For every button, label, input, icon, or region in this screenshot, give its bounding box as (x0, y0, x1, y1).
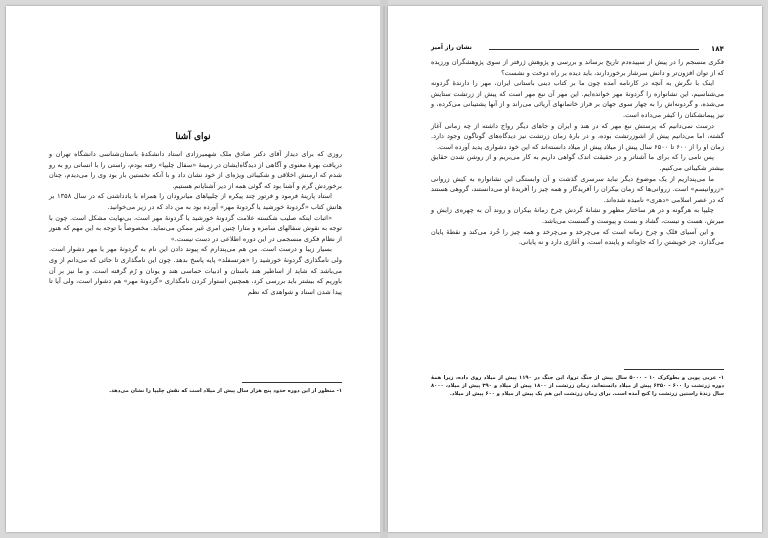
paragraph: بسیار زیبا و درست است. من هم می‌پندارم که پیوند دادن این نام به گردونهٔ مهر یا مهر دشوار است. ولی نامگذاری گردونهٔ خورشید را «هرتسفلد» پایه پاسخ بدهد. چون این نامگذاری تا جائی که می‌دانم از وی می‌باشد که شاید از اساطیر هند باستان و ادبیات حماسی هند و یونان و رُم گرفته است. و ما نیز بر آن باوریم که بیشتر باید بررسی کرد، همچنین استوار کردن نامگذاری «گردونهٔ مهر» هم دشوار است، ولی آیا تا پیدا شدن اسناد و شواهدی که نظم (49, 245, 342, 296)
paragraph: درست نمی‌دانیم که پرستش نبع مهر که در هند و ایران و جاهای دیگر رواج داشته از چه زمانی آغاز گشته، اما می‌دانیم پیش از اشوزرتشت بوده، و در بارهٔ زمان زرتشت نیز دیدگاه‌های گوناگون وجود دارد. زمان او را از ۶۰۰ تا ۶۵۰۰ سال پیش از میلاد پیش از میلاد دانسته‌اند که این خود دشواری پدید آورده است. (431, 121, 724, 151)
left-page (6, 6, 380, 532)
right-page (388, 6, 762, 532)
running-title: نشان راز آمیز (431, 44, 472, 51)
paragraph: استاد پارینهٔ فرمود و فرتور چند پیکره از چلیپاهای میانرودان را همراه با یادداشتی که در سال ۱۳۵۸ بر هاتش کتاب «گردونهٔ خورشید یا گردونهٔ مهر» آورده بود به من داد که در زیر می‌خوانید. (49, 192, 342, 211)
paragraph: روزی که برای دیدار آقای دکتر صادق ملک شهمیرزادی استاد دانشکدهٔ باستان‌شناسی دانشگاه تهران و دریافت بهرهٔ معنوی و آگاهی از دیدگاه‌ایشان در زمینهٔ «سفال چلیپا» رفته بودم، راستی را با انسانی رو به رو شدم که ارمنش اخلاقی و شکیبائی ویژه‌ای از خود نشان داد و با آنکه نخستین بار بود وی را می‌دیدم، چنان برخوردش گرم و آشنا بود که گوئی همه از دیر آشنایانم هستیم. (49, 150, 342, 190)
paragraph: فکری منسجم را در پیش از سپیده‌دم تاریخ برساند و بررسی و پژوهش ژرفتر از سوی پژوهشگران ورزیده که از توان افزون‌تر و دانش سرشار برخوردارند، باید دیده بر راه دوخت و نشست؟ (431, 58, 724, 77)
page-number: ۱۸۴ (710, 44, 724, 53)
footnote: ۱- منظور از این دوره حدود پنج هزار سال پیش از میلاد است که نقش چلیپا را نشان می‌دهد. (109, 388, 342, 394)
quote-paragraph: «اثبات اینکه صلیب شکسته علامت گردونهٔ خورشید یا گردونهٔ مهر است، بی‌نهایت مشکل است. چون با توجه به نقوش سفالهای سامره و متارا چنین امری غیر ممکن می‌نماید. مخصوصاً با توجه به این مهم که هنوز از نظام فکری منسجمی در این دوره اطلاعی در دست نیست.» (48, 213, 342, 243)
page-header (431, 44, 724, 53)
paragraph: اینک با نگرش به آنچه در کارنامه آمده چون ما بر کتاب دینی باستانی ایران، مهر را دارندهٔ گردونه می‌شناسیم، این نشانواره را گردونهٔ مهر خوانده‌ایم. این مهر آن نبع مهر است که پیش از زرتشت ستایش می‌شده، و گردونه‌اش را به چهار سوی جهان بر فراز خانمانهای آریائی می‌راند و از آنها پشتیبانی می‌کرده، و نیز پیمانشکنان را کیفر می‌داده است. (431, 79, 724, 119)
left-page-body (49, 149, 342, 297)
paragraph: ما می‌پنداریم از یک موضوع دیگر نباید سرسری گذشت و آن وابستگی این نشانواره به کیش زروانی «زروانیسم» است. زروانی‌ها که زمان بیکران را آفریدگار و همه چیز را آفریدهٔ او می‌دانستند، گروهی هستند که در عصر اسلامی «دهری» نامیده شده‌اند. (431, 174, 724, 204)
paragraph: چلیپا به هرگونه و در هر ساختار مظهر و نشانهٔ گردش چرخ زمانهٔ بیکران و روند آن به چهره‌ی زایش و میرش، هست و نیست، گشاد و بست و پیوست و گسست می‌باشد. (431, 206, 724, 225)
footnote-divider (624, 369, 724, 370)
paragraph: پس نامی را که برای ما آشناتر و در حقیقت اندک گواهی داریم به کار می‌بریم و از روشن شدن حقایق بیشتر شکیبائی می‌کنیم. (431, 153, 724, 172)
right-page-body (431, 57, 724, 248)
footnote-divider (242, 382, 342, 383)
page-gutter (380, 0, 388, 538)
header-rule (489, 49, 699, 50)
chapter-title: نوای آشنا (175, 132, 211, 142)
paragraph: و این آسیای فلک و چرخ زمانه است که می‌چرخد و می‌چرخد و همه چیز را خُرد می‌کند و نقطهٔ پایان می‌گذارد، جز خویشتن را که جاودانه و پاینده است، و آغازی دارد و نه پایانی. (431, 227, 724, 247)
footnote: ۱- عربی پوپی و بطوکرک ۱۰ - ۵۰۰۰ سال پیش از جنگ تروا، این جنگ در ۱۱۹۰ پیش از میلاد روی داده، زیرا همهٔ دوره زرتشت را ۶۰۰ - ۶۳۵۰ پیش از میلاد دانسته‌اند، زمان زرتشت از ۱۸۰۰ پیش از میلاد و ۳۹۰ پیش از میلاد، ۸۰۰۰ سال زندهٔ راستین زرتشت را کنج آمده است. برای زمان زرتشت این هم یک پیش از میلاد و ۶۰۰ پیش از میلاد. (431, 375, 725, 397)
